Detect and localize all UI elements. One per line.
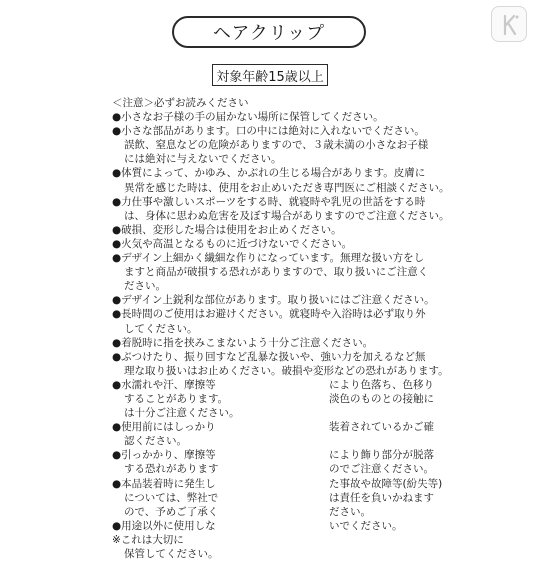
notes-line — [112, 251, 442, 265]
notes-line-text: ので、予めご了承く — [124, 505, 219, 518]
notes-line — [112, 477, 442, 491]
notes-line-right-text: ださい。 — [329, 505, 371, 518]
notes-line-text: ●力仕事や激しいスポーツをする時、就寝時や乳児の世話をする時 — [112, 195, 426, 208]
notes-line-text: ●着脱時に指を挟みこまないよう十分ご注意ください。 — [112, 336, 374, 349]
notes-line-text: ●体質によって、かゆみ、かぶれの生じる場合があります。皮膚に — [112, 167, 426, 180]
notes-line — [112, 237, 442, 251]
notes-line-text: ＜注意＞必ずお読みください — [112, 97, 249, 109]
notes-line — [112, 448, 442, 462]
notes-line-text: 誤飲、窒息などの危険がありますので、３歳未満の小さなお子様 — [124, 139, 429, 152]
notes-line — [112, 322, 442, 336]
notes-line — [112, 152, 442, 166]
notes-line — [112, 166, 442, 180]
product-title: ヘアクリップ — [172, 16, 366, 48]
notes-line-text: ●本品装着時に発生し — [112, 477, 216, 490]
notes-line — [112, 293, 442, 307]
notes-line-text: することがあります。 — [124, 392, 229, 405]
age-notice: 対象年齢15歳以上 — [212, 64, 328, 86]
notes-line-text: ますと商品が破損する恐れがありますので、取り扱いにご注意く — [124, 266, 429, 279]
notes-line — [112, 491, 442, 505]
notes-line — [112, 96, 442, 110]
notes-line-right-text: た事故や故障等(紛失等) — [329, 477, 443, 490]
notes-line-text: ●用途以外に使用しな — [112, 519, 216, 532]
notes-line-text: 異常を感じた時は、使用をお止めいただき専門医にご相談ください。 — [124, 181, 450, 194]
notes-line-text: は十分ご注意ください。 — [124, 407, 240, 420]
notes-line — [112, 350, 442, 364]
notes-line — [112, 223, 442, 237]
notes-line-text: 認ください。 — [124, 435, 187, 448]
notes-line — [112, 279, 442, 293]
notes-line — [112, 378, 442, 392]
notes-line-text: してください。 — [124, 322, 198, 335]
notes-line-text: ●長時間のご使用はお避けください。就寝時や入浴時は必ず取り外 — [112, 308, 426, 321]
notes-line — [112, 336, 442, 350]
k-logo-icon — [491, 6, 527, 42]
notes-line — [112, 138, 442, 152]
notes-line-text: ださい。 — [124, 280, 166, 293]
notes-line — [112, 406, 442, 420]
notes-line-text: ●火気や高温となるものに近づけないでください。 — [112, 237, 353, 250]
notes-line-text: 保管してください。 — [124, 548, 219, 560]
notes-line-text: については、弊社で — [124, 491, 219, 504]
notes-line-right-text: いでください。 — [329, 519, 403, 532]
notes-line-text: ●引っかかり、摩擦等 — [112, 449, 216, 462]
notes-line-text: ※これは大切に — [112, 533, 184, 546]
notes-line — [112, 519, 442, 533]
notes-line — [112, 434, 442, 448]
notes-line — [112, 209, 450, 223]
notes-line — [112, 307, 442, 321]
notes-line-text: ●小さな部品があります。口の中には絶対に入れないでください。 — [112, 125, 425, 138]
notes-line-right-text: 装着されているかご確 — [329, 421, 434, 434]
notes-line — [112, 462, 442, 476]
notes-line-text: ●破損、変形した場合は使用をお止めください。 — [112, 223, 342, 236]
notes-line — [112, 124, 442, 138]
notes-line — [112, 420, 442, 434]
notes-line-right-text: は責任を負いかねます — [329, 491, 434, 504]
notes-line-text: ●水濡れや汗、摩擦等 — [112, 378, 216, 391]
notes-line — [112, 547, 442, 561]
notes-line-text: 理な取り扱いはお止めください。破損や変形などの恐れがあります。 — [124, 364, 449, 377]
notes-line — [112, 181, 450, 195]
notes-line-text: ●デザイン上鋭利な部位があります。取り扱いにはご注意ください。 — [112, 294, 435, 307]
notes-line-text: ●小さなお子様の手の届かない場所に保管してください。 — [112, 111, 384, 124]
notes-line-text: ●ぶつけたり、振り回すなど乱暴な扱いや、強い力を加えるなど無 — [112, 350, 426, 363]
notes-line — [112, 364, 449, 378]
notes-line-text: は、身体に思わぬ危害を及ぼす場合がありますのでご注意ください。 — [124, 209, 450, 222]
notes-line-right-text: 淡色のものとの接触に — [329, 392, 434, 405]
notes-line-text: には絶対に与えないでください。 — [124, 153, 282, 166]
notes-line — [112, 195, 442, 209]
notes-line-right-text: により色落ち、色移り — [329, 378, 434, 391]
caution-notes — [112, 96, 450, 561]
notes-line-text: する恐れがあります — [124, 463, 219, 476]
notes-line — [112, 392, 442, 406]
notes-line — [112, 505, 442, 519]
notes-line — [112, 110, 442, 124]
notes-line-text: ●使用前にはしっかり — [112, 421, 216, 434]
notes-line-right-text: のでご注意ください。 — [329, 463, 434, 476]
notes-line-text: ●デザイン上細かく繊細な作りになっています。無理な扱い方をし — [112, 252, 425, 265]
notes-line — [112, 265, 442, 279]
notes-line-right-text: により飾り部分が脱落 — [329, 449, 434, 462]
